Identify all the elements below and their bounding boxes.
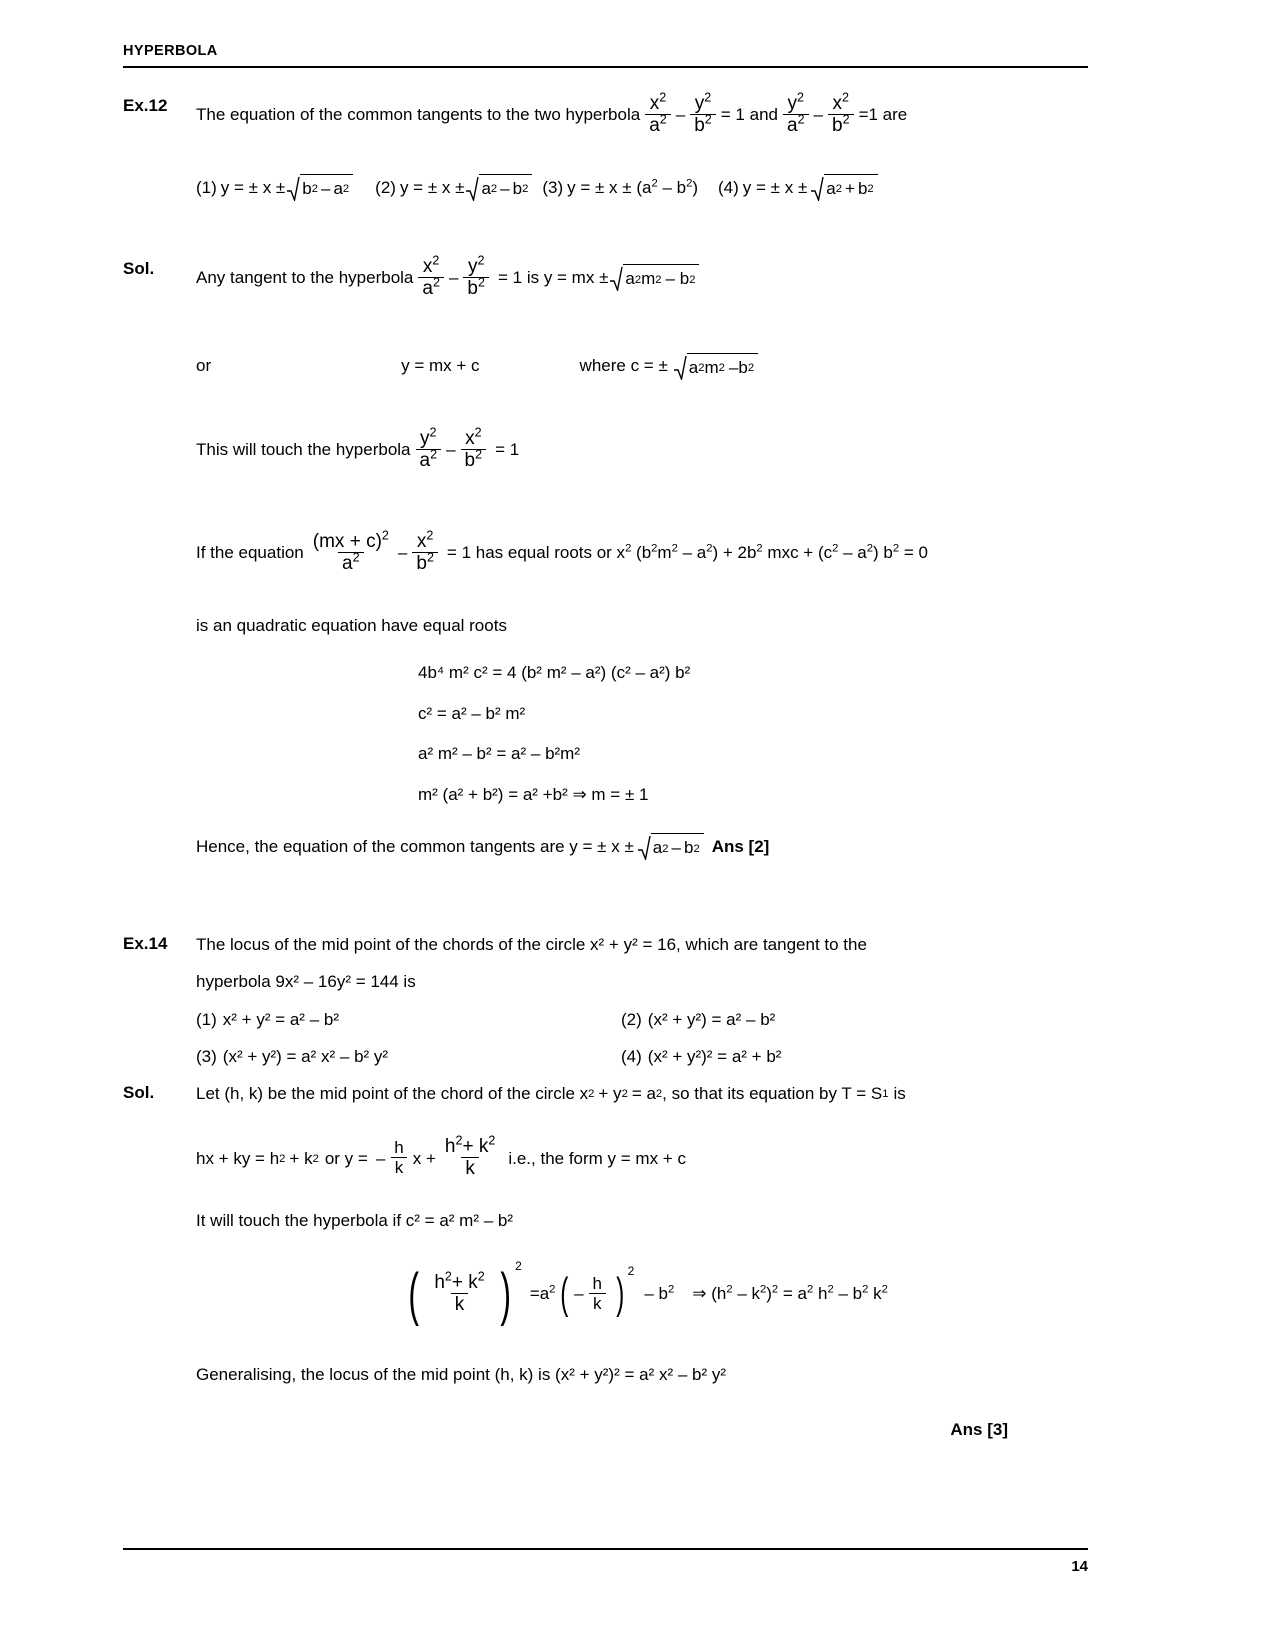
imp6: – b	[838, 1284, 863, 1304]
imp7: k	[873, 1284, 882, 1304]
ex14-question-line-1: The locus of the mid point of the chords of the circle x² + y² = 16, which are tangent to the	[196, 935, 867, 955]
ex14-option-2	[621, 1008, 775, 1033]
minus-sign: –	[448, 267, 459, 287]
touch-pre: This will touch the hyperbola	[196, 440, 411, 460]
ex12-sol-line-1	[196, 253, 1088, 299]
ex12-steps-row	[123, 655, 1088, 808]
frac-num-h: h	[444, 1136, 456, 1158]
header-rule	[123, 66, 1088, 68]
ifeq-num: (mx + c)	[312, 531, 382, 553]
ex12-ifeq-row	[123, 528, 1088, 575]
ex14-option-1-label: (1)	[196, 1010, 217, 1030]
right-paren-icon: )	[616, 1269, 625, 1319]
sol-line1-e: is	[893, 1083, 906, 1103]
ex14-option-4	[621, 1045, 781, 1070]
ifeq-post2: (b	[636, 543, 652, 563]
ex14-options-row-1	[196, 1008, 1088, 1033]
ex14-question-row	[123, 933, 1088, 1070]
implies: ⇒ (h	[692, 1284, 727, 1304]
ifeq-post3: m	[657, 543, 672, 563]
radicand-b: b	[512, 179, 523, 198]
ex12-options-row	[123, 174, 1088, 202]
radicand-a: a	[481, 179, 491, 198]
radical-1: b 2 – a 2	[287, 174, 353, 202]
ex12-hence-line	[196, 833, 1088, 861]
ifeq-post9: = 0	[903, 543, 928, 563]
hx-or: or y =	[324, 1148, 368, 1168]
hyperbola1-fraction-x: $\frac{x^2}{a^2}$	[645, 94, 671, 135]
hx-x: x +	[412, 1148, 436, 1168]
ex12-touch-row	[123, 425, 1088, 472]
ex12-option-3-label: (3)	[542, 177, 564, 197]
minus-sign: –	[813, 105, 824, 125]
frac-num-var: x	[649, 93, 660, 114]
touch-fraction-y: $\frac{y^2}{a^2}$	[416, 429, 442, 470]
bigeq-implication: ⇒ $(h^2 - k^2)^2 = a^2$ $h^2 - b^2$ $k^2$	[692, 1283, 888, 1304]
hx-minus: –	[375, 1148, 386, 1168]
frac-num: h	[394, 1138, 404, 1158]
document-body	[123, 90, 1088, 1442]
hyperbola1-fraction-y: $\frac{y^2}{b^2}$	[690, 94, 716, 135]
ex14-option-4-text: (x² + y²)² = a² + b²	[647, 1047, 782, 1067]
ifeq-post4: – a	[682, 543, 707, 563]
frac-den-var: a	[786, 115, 798, 136]
ex12-option-2-lhs: y = ± x ±	[399, 177, 465, 197]
frac-num-var: y	[787, 93, 798, 114]
radical-sign-icon	[811, 175, 824, 203]
radicand-a: b	[302, 179, 312, 198]
frac-num-k: + k	[451, 1271, 478, 1293]
ex12-question-line	[196, 90, 1088, 136]
sol-line1-mid: = 1 is y = mx ±	[497, 267, 609, 287]
ex12-option-4-label: (4)	[718, 177, 739, 197]
ifeq-post5: ) + 2b	[712, 543, 757, 563]
ifeq-x: x	[416, 531, 427, 553]
hence-pre: Hence, the equation of the common tangents are y = ± x ±	[196, 836, 634, 856]
frac-num-k: + k	[462, 1136, 489, 1158]
sol-line1-b: + y	[598, 1083, 622, 1103]
ex12-hence-row	[123, 833, 1088, 861]
hyperbola2-fraction-x: $\frac{x^2}{b^2}$	[828, 94, 854, 135]
ex12-options-line	[196, 174, 1088, 202]
ex12-ifeq-line	[196, 528, 1088, 575]
bigeq-fraction-2	[589, 1275, 606, 1312]
ex12-touch-line	[196, 425, 1088, 472]
header-title: HYPERBOLA	[123, 43, 218, 59]
frac-den-k: k	[454, 1293, 465, 1315]
ex12-step-1: 4b⁴ m² c² = 4 (b² m² – a²) (c² – a²) b²	[418, 662, 691, 682]
minus: –	[662, 177, 672, 197]
hx-pre: hx + ky = h	[196, 1148, 280, 1168]
ex12-option-3-lhs: y = ± x ± (a	[567, 177, 652, 197]
touch-fraction-x: $\frac{x^2}{b^2}$	[461, 429, 487, 470]
radicand-a: a	[625, 269, 635, 289]
ex14-hx-line: hx + ky = h 2 + k 2 or y = – $\frac{h}{k}$ x + $\frac{h^2+ k^2}{k}$ i.e., the form y = mx + c	[196, 1134, 686, 1180]
big-paren-group-2: ( – $\frac{h}{k}$ ) 2	[560, 1263, 635, 1319]
ex14-general-row	[123, 1363, 1088, 1442]
ex12-question-row	[123, 90, 1088, 136]
radicand-b: b	[683, 838, 694, 858]
hyperbola2-fraction-y: $\frac{y^2}{a^2}$	[783, 94, 809, 135]
ex14-option-3-label: (3)	[196, 1047, 217, 1067]
ifeq-post6: mxc + (c	[767, 543, 833, 563]
frac-den-k: k	[465, 1158, 475, 1180]
bigeq-eq: =a	[529, 1284, 550, 1304]
frac-num-var: y	[694, 93, 705, 114]
page-header	[123, 44, 1088, 68]
ex12-option-2-label: (2)	[375, 177, 396, 197]
ex14-hx-row	[123, 1134, 1088, 1180]
bigeq-fraction-1: $\frac{h^2+ k^2}{k}$	[434, 1269, 485, 1315]
radical-sol1: a 2 m 2 – b 2	[610, 264, 699, 292]
radical-2: a 2 – b 2	[466, 174, 532, 202]
radicand-a: a	[826, 179, 836, 198]
right-paren-icon: )	[500, 1261, 511, 1327]
radicand-op: +	[845, 179, 855, 198]
ex12-option-3-text: y = ± $x \pm (a^2 - b^2)$	[567, 176, 699, 197]
frac-num-h: h	[434, 1271, 445, 1293]
ex14-option-2-label: (2)	[621, 1010, 642, 1030]
ex12-or-line	[196, 353, 1088, 381]
frac-den: k	[394, 1158, 404, 1178]
ex12-answer: Ans [2]	[711, 836, 770, 856]
hx-pre2: + k	[289, 1148, 313, 1168]
ex12-step-4: m² (a² + b²) = a² +b² ⇒ m = ± 1	[418, 784, 649, 804]
page-number: 14	[1071, 1558, 1088, 1575]
frac-num-var: x	[832, 93, 843, 114]
ex12-option-1-lhs: y = ± x ±	[220, 177, 286, 197]
or-word: or	[196, 356, 212, 376]
ex14-touch-line: It will touch the hyperbola if c² = a² m² – b²	[196, 1211, 513, 1231]
ex12-option-4-lhs: y = ± x ±	[742, 177, 808, 197]
radical-hence: a 2 – b 2	[638, 833, 704, 861]
ex12-quad-line: is an quadratic equation have equal roots	[196, 616, 507, 636]
radicand-b: b	[857, 179, 868, 198]
ex14-bigeq-row	[123, 1258, 1088, 1327]
frac-den-k: k	[593, 1293, 602, 1313]
ex14-option-3	[196, 1045, 621, 1070]
radical-sign-icon	[638, 834, 651, 862]
ifeq-pre: If the equation	[196, 543, 304, 563]
radicand-m: m	[641, 269, 656, 289]
minus-sign: –	[397, 543, 408, 563]
hx-fraction-h-k	[390, 1139, 407, 1176]
bigeq-minus-b: – $b^2$	[644, 1283, 675, 1304]
radicand-op: –	[320, 179, 331, 198]
sol-line1-c: = a	[631, 1083, 656, 1103]
radicand-op: –	[500, 179, 510, 198]
ifeq-fraction-1: $\frac{(mx + c)^2}{a^2}$	[312, 528, 389, 575]
ex12-sol-tag: Sol.	[123, 258, 155, 278]
ex12-tag: Ex.12	[123, 96, 168, 115]
bigeq-equals-a: $=a^2$	[529, 1283, 556, 1304]
sol-line1-pre: Any tangent to the hyperbola	[196, 267, 414, 287]
minus-sign: –	[675, 105, 686, 125]
ifeq-fraction-2: $\frac{x^2}{b^2}$	[412, 532, 438, 573]
ex14-sol-line-1: Let (h, k) be the mid point of the chord of the circle x 2 + y 2 = a 2 , so that its equation by T = S 1 is	[196, 1082, 1088, 1107]
frac-den-var: a	[649, 115, 660, 136]
ex14-tag: Ex.14	[123, 934, 168, 954]
ex14-option-3-text: (x² + y²) = a² x² – b² y²	[222, 1047, 389, 1067]
ex14-general-line: Generalising, the locus of the mid point (h, k) is (x² + y²)² = a² x² – b² y²	[196, 1364, 727, 1384]
frac-num-h: h	[592, 1273, 602, 1293]
minus-b: – b	[644, 1284, 668, 1304]
ifeq-post-text: = 1 has equal roots or x	[446, 543, 626, 563]
radical-sign-icon	[466, 175, 479, 203]
ex12-eq-one-and: = 1 and	[720, 105, 778, 125]
touch-eq: = 1	[495, 440, 520, 460]
radicand-b: a	[333, 179, 343, 198]
ex14-answer: Ans [3]	[950, 1419, 1008, 1439]
ifeq-post8: ) b	[872, 543, 893, 563]
ex14-bigeq-line	[196, 1258, 1088, 1327]
frac-den-var: b	[694, 115, 705, 136]
ifeq-den: a	[342, 553, 353, 575]
ex14-question-line-2: hyperbola 9x² – 16y² = 144 is	[196, 971, 416, 991]
radical-sign-icon	[674, 354, 687, 382]
radical-sign-icon	[610, 265, 623, 293]
page-footer	[123, 1548, 1088, 1575]
left-paren-icon: (	[408, 1261, 419, 1327]
ifeq-b: b	[416, 553, 427, 575]
radicand-op: –	[671, 838, 681, 858]
ex14-option-2-text: (x² + y²) = a² – b²	[647, 1010, 776, 1030]
ex14-sol-tag: Sol.	[123, 1082, 155, 1102]
imp5: h	[818, 1284, 828, 1304]
sol-line1-d: , so that its equation by T = S	[662, 1083, 883, 1103]
ex14-sol-row	[123, 1082, 1088, 1107]
close-paren: )	[692, 177, 699, 197]
radicand-minus-b: – b	[665, 269, 690, 289]
imp3: )	[766, 1284, 772, 1304]
ex14-options-row-2	[196, 1045, 1088, 1070]
or-equation: y = mx + c	[401, 356, 480, 376]
radical-sign-icon	[287, 175, 300, 203]
frac-den-var: b	[832, 115, 843, 136]
footer-rule	[123, 1548, 1088, 1550]
ex14-option-4-label: (4)	[621, 1047, 642, 1067]
hx-fraction-h2k2: $\frac{h^2+ k^2}{k}$	[444, 1134, 496, 1180]
ex12-option-1-label: (1)	[196, 177, 217, 197]
radical-where-c: a 2 m 2 – b 2	[674, 353, 758, 381]
ex12-step-3: a² m² – b² = a² – b²m²	[418, 744, 581, 764]
or-where: where c = ±	[579, 356, 668, 376]
exponent-2: 2	[627, 1263, 635, 1278]
big-paren-group-1	[404, 1258, 522, 1327]
imp2: – k	[737, 1284, 760, 1304]
sol-fraction-x: $\frac{x^2}{a^2}$	[418, 257, 444, 298]
sol-line1-a: Let (h, k) be the mid point of the chord of the circle x	[196, 1083, 589, 1103]
ex12-eq-one-are: =1 are	[858, 105, 908, 125]
left-paren-icon: (	[560, 1269, 569, 1319]
exponent-2: 2	[515, 1258, 522, 1273]
imp4: = a	[782, 1284, 808, 1304]
ifeq-post: = 1 has equal roots or $x^2$ $(b^2m^2 - a^2) + 2b^2$ mxc + $(c^2 - a^2) b^2 = 0$	[446, 542, 928, 563]
ex12-quad-row	[123, 614, 1088, 639]
ifeq-post7: – a	[843, 543, 867, 563]
minus-sign: –	[446, 440, 456, 460]
ex14-touch-row	[123, 1209, 1088, 1234]
ex12-sol-row	[123, 253, 1088, 299]
ex12-or-row	[123, 353, 1088, 381]
hx-tail: i.e., the form y = mx + c	[508, 1148, 686, 1168]
radicand-a: a	[652, 838, 663, 858]
radical-4: a 2 + b 2	[811, 174, 877, 202]
ex12-step-2: c² = a² – b² m²	[418, 703, 526, 723]
sol-fraction-y: $\frac{y^2}{b^2}$	[463, 257, 489, 298]
ex14-option-1-text: x² + y² = a² – b²	[222, 1010, 339, 1030]
ex14-option-1	[196, 1008, 621, 1033]
ex12-question-text: The equation of the common tangents to the two hyperbola	[196, 105, 641, 125]
